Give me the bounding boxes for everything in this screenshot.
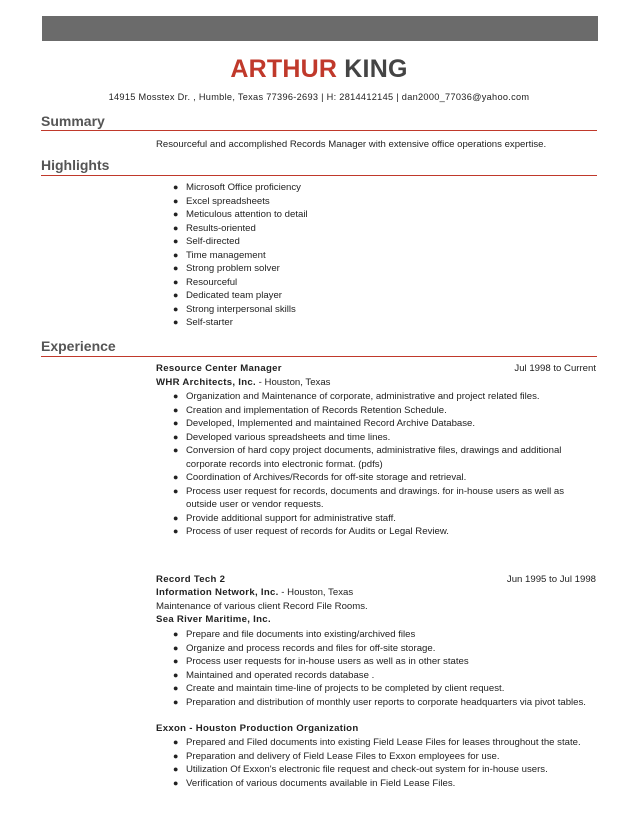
bullet-text: Preparation and delivery of Field Lease Files to Exxon employees for use. (186, 750, 500, 762)
header-bar (42, 16, 598, 41)
bullet-icon: ● (173, 209, 179, 219)
bullet-text: Utilization Of Exxon's electronic file request and check-out system for in-house users. (186, 764, 548, 775)
bullet-icon: ● (173, 485, 179, 496)
highlights-list (156, 181, 308, 330)
bullet-item (156, 276, 308, 290)
bullet-text: Strong interpersonal skills (186, 303, 296, 315)
bullet-icon: ● (173, 683, 179, 693)
bullet-text: Process user requests for in-house users as well as in other states (186, 656, 469, 667)
job-company (156, 377, 330, 388)
bullet-icon: ● (173, 737, 179, 747)
bullet-icon: ● (173, 526, 179, 536)
first-name: ARTHUR (230, 55, 338, 83)
bullet-icon: ● (173, 764, 179, 774)
bullet-icon: ● (173, 290, 179, 300)
bullet-icon: ● (173, 303, 179, 314)
bullet-text: Preparation and distribution of monthly user reports to corporate headquarters via pivot tables. (186, 696, 586, 708)
contact-line: 14915 Mosstex Dr. , Humble, Texas 77396-2693 | H: 2814412145 | dan2000_77036@yahoo.com (108, 92, 530, 102)
bullet-icon: ● (173, 669, 179, 680)
bullet-icon: ● (173, 696, 179, 707)
summary-text: Resourceful and accomplished Records Manager with extensive office operations expertise. (156, 139, 547, 150)
bullet-icon: ● (173, 182, 179, 192)
bullet-item (156, 390, 596, 404)
bullet-text: Self-directed (186, 236, 240, 247)
bullet-icon: ● (173, 777, 179, 788)
bullet-item (156, 289, 308, 303)
job-date: Jun 1995 to Jul 1998 (506, 574, 596, 585)
job-duties-list (156, 390, 596, 539)
summary-divider (41, 130, 597, 131)
job-company (156, 587, 353, 598)
bullet-text: Strong problem solver (186, 263, 280, 274)
bullet-item (156, 525, 596, 539)
bullet-icon: ● (173, 276, 179, 287)
experience-divider (41, 356, 597, 357)
bullet-item (156, 249, 308, 263)
client-duties-list (156, 628, 596, 709)
company-location: - Houston, Texas (278, 587, 354, 598)
bullet-text: Developed various spreadsheets and time lines. (186, 431, 391, 443)
bullet-icon: ● (173, 642, 179, 653)
bullet-item (156, 763, 596, 777)
bullet-text: Prepared and Filed documents into existing Field Lease Files for leases throughout the state. (186, 737, 581, 748)
bullet-icon: ● (173, 512, 179, 523)
bullet-item (156, 471, 596, 485)
company-name: Information Network, Inc. (156, 587, 279, 598)
bullet-text: Resourceful (186, 276, 238, 288)
bullet-item (156, 512, 596, 526)
bullet-item (156, 303, 308, 317)
bullet-item (156, 628, 596, 642)
bullet-text: Create and maintain time-line of projects to be completed by client request. (186, 683, 505, 694)
bullet-item (156, 750, 596, 764)
bullet-text: Process of user request of records for Audits or Legal Review. (186, 526, 449, 537)
bullet-icon: ● (173, 317, 179, 327)
bullet-text: Verification of various documents available in Field Lease Files. (186, 777, 456, 789)
bullet-item (156, 642, 596, 656)
bullet-text: Microsoft Office proficiency (186, 182, 301, 193)
bullet-text: Meticulous attention to detail (186, 209, 308, 220)
bullet-text: Coordination of Archives/Records for off-site storage and retrieval. (186, 472, 467, 483)
last-name: KING (344, 55, 408, 83)
bullet-text: Provide additional support for administrative staff. (186, 512, 396, 524)
bullet-icon: ● (173, 404, 179, 415)
candidate-name (0, 55, 638, 84)
company-location: - Houston, Texas (256, 377, 331, 388)
bullet-icon: ● (173, 431, 179, 442)
client-company (156, 614, 271, 625)
bullet-text: Excel spreadsheets (186, 195, 270, 207)
bullet-item (156, 222, 308, 236)
job-date: Jul 1998 to Current (514, 363, 596, 374)
client-name: Sea River Maritime, Inc. (156, 614, 271, 625)
bullet-text: Prepare and file documents into existing/archived files (186, 629, 416, 640)
bullet-text: Conversion of hard copy project documents, administrative files, drawings and additional corporate records into electronic format. (pdfs) (186, 445, 562, 470)
bullet-text: Organize and process records and files for off-site storage. (186, 642, 436, 654)
bullet-item (156, 444, 596, 471)
client-duties-list (156, 736, 596, 790)
client-name: Exxon - Houston Production Organization (156, 723, 359, 734)
bullet-text: Results-oriented (186, 222, 256, 234)
bullet-item (156, 262, 308, 276)
bullet-icon: ● (173, 195, 179, 206)
bullet-text: Maintained and operated records database . (186, 669, 375, 681)
bullet-text: Creation and implementation of Records Retention Schedule. (186, 404, 447, 416)
bullet-item (156, 655, 596, 669)
bullet-item (156, 669, 596, 683)
bullet-item (156, 181, 308, 195)
bullet-icon: ● (173, 750, 179, 761)
bullet-item (156, 431, 596, 445)
job-title: Record Tech 2 (156, 574, 226, 585)
experience-heading: Experience (41, 338, 116, 354)
bullet-item (156, 404, 596, 418)
bullet-icon: ● (173, 445, 179, 455)
highlights-heading: Highlights (41, 157, 110, 173)
bullet-item (156, 208, 308, 222)
bullet-item (156, 485, 596, 512)
bullet-item (156, 235, 308, 249)
bullet-item (156, 736, 596, 750)
bullet-text: Organization and Maintenance of corporate, administrative and project related files. (186, 391, 540, 402)
bullet-icon: ● (173, 418, 179, 428)
bullet-icon: ● (173, 472, 179, 482)
client-company (156, 723, 359, 734)
bullet-item (156, 682, 596, 696)
bullet-icon: ● (173, 249, 179, 260)
bullet-item (156, 195, 308, 209)
bullet-item (156, 316, 308, 330)
bullet-icon: ● (173, 236, 179, 246)
bullet-icon: ● (173, 391, 179, 401)
bullet-item (156, 417, 596, 431)
bullet-icon: ● (173, 629, 179, 639)
bullet-icon: ● (173, 222, 179, 233)
job-note: Maintenance of various client Record File Rooms. (156, 601, 368, 612)
bullet-icon: ● (173, 656, 179, 666)
bullet-item (156, 777, 596, 791)
bullet-item (156, 696, 596, 710)
bullet-text: Time management (186, 249, 266, 261)
company-name: WHR Architects, Inc. (156, 377, 256, 388)
highlights-divider (41, 175, 597, 176)
bullet-text: Process user request for records, documents and drawings. for in-house users as well as outside user or vendor requests. (186, 485, 565, 510)
job-title: Resource Center Manager (156, 363, 282, 374)
summary-heading: Summary (41, 113, 105, 129)
bullet-text: Dedicated team player (186, 290, 282, 301)
bullet-text: Self-starter (186, 317, 233, 328)
bullet-text: Developed, Implemented and maintained Record Archive Database. (186, 418, 476, 429)
bullet-icon: ● (173, 263, 179, 273)
